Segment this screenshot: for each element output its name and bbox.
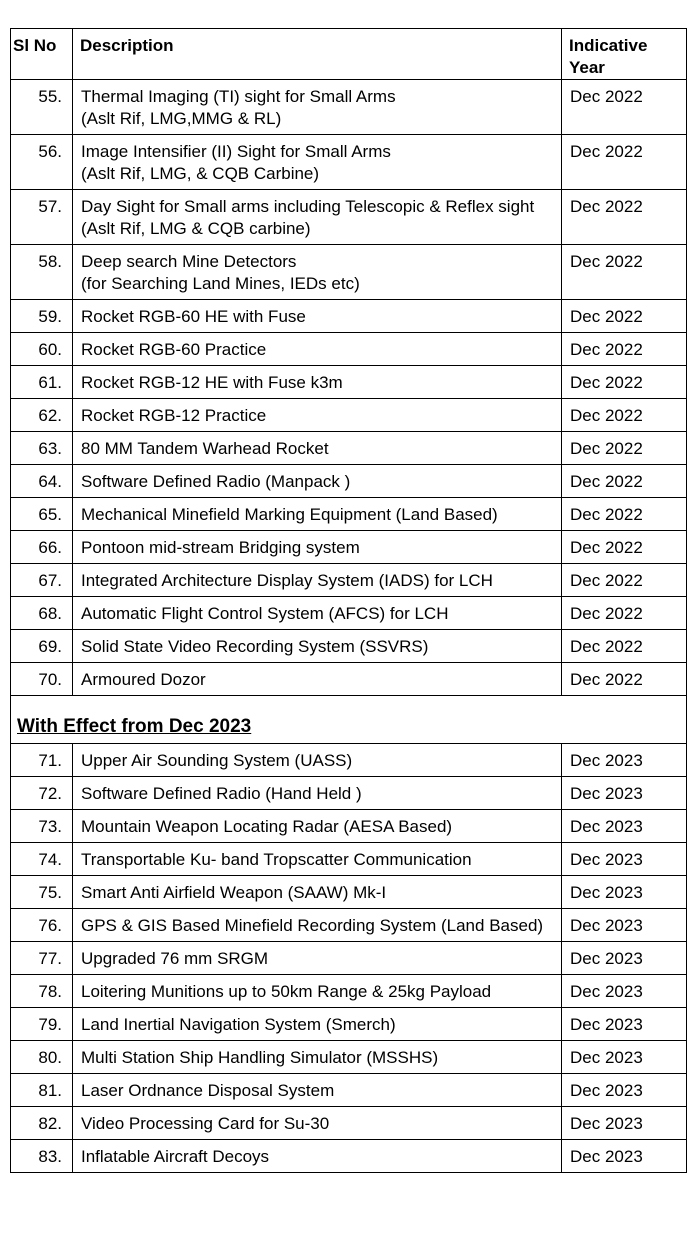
section-row <box>11 696 687 744</box>
row-description-line1: Rocket RGB-60 Practice <box>81 340 267 359</box>
row-description <box>73 1008 562 1041</box>
row-description-line2: (for Searching Land Mines, IEDs etc) <box>81 274 360 293</box>
table-row <box>11 564 687 597</box>
table-row <box>11 663 687 696</box>
row-description-line1: Laser Ordnance Disposal System <box>81 1081 335 1100</box>
row-description-line1: Upper Air Sounding System (UASS) <box>81 751 353 770</box>
table-row <box>11 432 687 465</box>
row-sl-no: 66. <box>11 531 73 564</box>
table-row <box>11 909 687 942</box>
row-sl-no: 82. <box>11 1107 73 1140</box>
row-description-line1: Rocket RGB-12 Practice <box>81 406 267 425</box>
table-row <box>11 744 687 777</box>
row-description <box>73 531 562 564</box>
row-sl-no: 75. <box>11 876 73 909</box>
row-sl-no: 62. <box>11 399 73 432</box>
row-description-line1: Deep search Mine Detectors <box>81 252 297 271</box>
row-indicative-year: Dec 2023 <box>562 942 687 975</box>
row-description <box>73 810 562 843</box>
row-description <box>73 366 562 399</box>
row-description-line1: Rocket RGB-60 HE with Fuse <box>81 307 306 326</box>
row-indicative-year: Dec 2022 <box>562 80 687 135</box>
row-description <box>73 564 562 597</box>
table-row <box>11 531 687 564</box>
row-sl-no: 67. <box>11 564 73 597</box>
row-description-line1: Armoured Dozor <box>81 670 206 689</box>
row-description-line2: (Aslt Rif, LMG, & CQB Carbine) <box>81 164 320 183</box>
row-sl-no: 59. <box>11 300 73 333</box>
row-description-line1: Land Inertial Navigation System (Smerch) <box>81 1015 396 1034</box>
row-description-line1: Software Defined Radio (Manpack ) <box>81 472 351 491</box>
row-description <box>73 942 562 975</box>
row-description-line1: Rocket RGB-12 HE with Fuse k3m <box>81 373 343 392</box>
row-description <box>73 744 562 777</box>
row-description <box>73 909 562 942</box>
table-row <box>11 1041 687 1074</box>
row-indicative-year: Dec 2023 <box>562 876 687 909</box>
table-row <box>11 333 687 366</box>
row-sl-no: 56. <box>11 135 73 190</box>
row-description <box>73 190 562 245</box>
row-indicative-year: Dec 2022 <box>562 465 687 498</box>
table-body-2023 <box>11 744 687 1173</box>
row-description-line1: Solid State Video Recording System (SSVRS) <box>81 637 429 656</box>
row-indicative-year: Dec 2022 <box>562 663 687 696</box>
row-sl-no: 55. <box>11 80 73 135</box>
row-indicative-year: Dec 2022 <box>562 432 687 465</box>
row-indicative-year: Dec 2022 <box>562 333 687 366</box>
row-sl-no: 68. <box>11 597 73 630</box>
row-indicative-year: Dec 2023 <box>562 810 687 843</box>
table-row <box>11 399 687 432</box>
row-description-line1: Thermal Imaging (TI) sight for Small Arms <box>81 87 396 106</box>
row-description <box>73 876 562 909</box>
row-description <box>73 630 562 663</box>
row-description <box>73 1140 562 1173</box>
document-page <box>10 28 686 1173</box>
header-year-line2: Year <box>569 58 605 77</box>
table-row <box>11 80 687 135</box>
row-description-line1: 80 MM Tandem Warhead Rocket <box>81 439 329 458</box>
table-row <box>11 1074 687 1107</box>
row-indicative-year: Dec 2023 <box>562 1140 687 1173</box>
row-indicative-year: Dec 2022 <box>562 498 687 531</box>
row-sl-no: 57. <box>11 190 73 245</box>
row-description-line1: Inflatable Aircraft Decoys <box>81 1147 270 1166</box>
table-row <box>11 498 687 531</box>
row-indicative-year: Dec 2023 <box>562 1008 687 1041</box>
row-description-line1: Mountain Weapon Locating Radar (AESA Based) <box>81 817 453 836</box>
header-year-line1: Indicative <box>569 36 648 55</box>
row-indicative-year: Dec 2023 <box>562 909 687 942</box>
row-indicative-year: Dec 2023 <box>562 777 687 810</box>
row-description <box>73 1041 562 1074</box>
row-sl-no: 72. <box>11 777 73 810</box>
table-row <box>11 975 687 1008</box>
row-description <box>73 245 562 300</box>
header-indicative-year <box>562 29 687 80</box>
row-description-line1: Integrated Architecture Display System (IADS) for LCH <box>81 571 493 590</box>
row-indicative-year: Dec 2022 <box>562 366 687 399</box>
table-row <box>11 190 687 245</box>
row-description-line1: Transportable Ku- band Tropscatter Communication <box>81 850 472 869</box>
row-sl-no: 80. <box>11 1041 73 1074</box>
row-description-line1: Mechanical Minefield Marking Equipment (Land Based) <box>81 505 498 524</box>
row-description <box>73 80 562 135</box>
table-row <box>11 366 687 399</box>
row-sl-no: 77. <box>11 942 73 975</box>
table-row <box>11 597 687 630</box>
row-sl-no: 71. <box>11 744 73 777</box>
row-description <box>73 333 562 366</box>
row-description <box>73 300 562 333</box>
row-sl-no: 70. <box>11 663 73 696</box>
table-row <box>11 942 687 975</box>
row-description <box>73 843 562 876</box>
row-indicative-year: Dec 2022 <box>562 564 687 597</box>
row-indicative-year: Dec 2023 <box>562 744 687 777</box>
row-indicative-year: Dec 2023 <box>562 1107 687 1140</box>
row-sl-no: 74. <box>11 843 73 876</box>
row-indicative-year: Dec 2022 <box>562 190 687 245</box>
row-description <box>73 663 562 696</box>
row-description <box>73 975 562 1008</box>
row-indicative-year: Dec 2023 <box>562 843 687 876</box>
row-indicative-year: Dec 2022 <box>562 531 687 564</box>
row-sl-no: 83. <box>11 1140 73 1173</box>
procurement-table <box>10 28 687 1173</box>
table-row <box>11 876 687 909</box>
row-description-line2: (Aslt Rif, LMG & CQB carbine) <box>81 219 311 238</box>
row-description-line2: (Aslt Rif, LMG,MMG & RL) <box>81 109 282 128</box>
row-sl-no: 76. <box>11 909 73 942</box>
table-row <box>11 1008 687 1041</box>
section-title: With Effect from Dec 2023 <box>17 716 252 737</box>
row-indicative-year: Dec 2023 <box>562 975 687 1008</box>
row-sl-no: 73. <box>11 810 73 843</box>
row-description-line1: Image Intensifier (II) Sight for Small Arms <box>81 142 391 161</box>
row-indicative-year: Dec 2023 <box>562 1074 687 1107</box>
row-description-line1: Pontoon mid-stream Bridging system <box>81 538 360 557</box>
row-sl-no: 69. <box>11 630 73 663</box>
row-description-line1: Software Defined Radio (Hand Held ) <box>81 784 362 803</box>
row-description <box>73 432 562 465</box>
row-indicative-year: Dec 2022 <box>562 300 687 333</box>
row-description-line1: Day Sight for Small arms including Telescopic & Reflex sight <box>81 197 535 216</box>
table-row <box>11 1107 687 1140</box>
row-sl-no: 58. <box>11 245 73 300</box>
row-sl-no: 81. <box>11 1074 73 1107</box>
table-body-2022 <box>11 80 687 696</box>
row-description <box>73 498 562 531</box>
row-sl-no: 78. <box>11 975 73 1008</box>
row-indicative-year: Dec 2022 <box>562 399 687 432</box>
table-row <box>11 810 687 843</box>
row-description-line1: Smart Anti Airfield Weapon (SAAW) Mk-I <box>81 883 387 902</box>
row-sl-no: 60. <box>11 333 73 366</box>
row-sl-no: 61. <box>11 366 73 399</box>
table-row <box>11 843 687 876</box>
row-sl-no: 79. <box>11 1008 73 1041</box>
table-row <box>11 245 687 300</box>
table-row <box>11 630 687 663</box>
row-description-line1: Video Processing Card for Su-30 <box>81 1114 330 1133</box>
row-indicative-year: Dec 2022 <box>562 135 687 190</box>
row-indicative-year: Dec 2022 <box>562 597 687 630</box>
row-description-line1: GPS & GIS Based Minefield Recording System (Land Based) <box>81 916 544 935</box>
row-description-line1: Loitering Munitions up to 50km Range & 25kg Payload <box>81 982 492 1001</box>
table-row <box>11 1140 687 1173</box>
row-description <box>73 777 562 810</box>
row-description <box>73 1074 562 1107</box>
row-indicative-year: Dec 2022 <box>562 630 687 663</box>
header-description: Description <box>73 29 562 80</box>
row-description <box>73 135 562 190</box>
table-row <box>11 777 687 810</box>
row-description-line1: Multi Station Ship Handling Simulator (MSSHS) <box>81 1048 439 1067</box>
row-description <box>73 1107 562 1140</box>
row-description-line1: Upgraded 76 mm SRGM <box>81 949 269 968</box>
row-description <box>73 465 562 498</box>
row-sl-no: 63. <box>11 432 73 465</box>
row-description-line1: Automatic Flight Control System (AFCS) for LCH <box>81 604 449 623</box>
table-row <box>11 300 687 333</box>
table-header-row <box>11 29 687 80</box>
row-description <box>73 597 562 630</box>
row-description <box>73 399 562 432</box>
table-row <box>11 465 687 498</box>
row-indicative-year: Dec 2023 <box>562 1041 687 1074</box>
section-divider <box>11 696 687 744</box>
table-row <box>11 135 687 190</box>
header-sl-no: Sl No <box>11 29 73 80</box>
row-indicative-year: Dec 2022 <box>562 245 687 300</box>
row-sl-no: 65. <box>11 498 73 531</box>
row-sl-no: 64. <box>11 465 73 498</box>
